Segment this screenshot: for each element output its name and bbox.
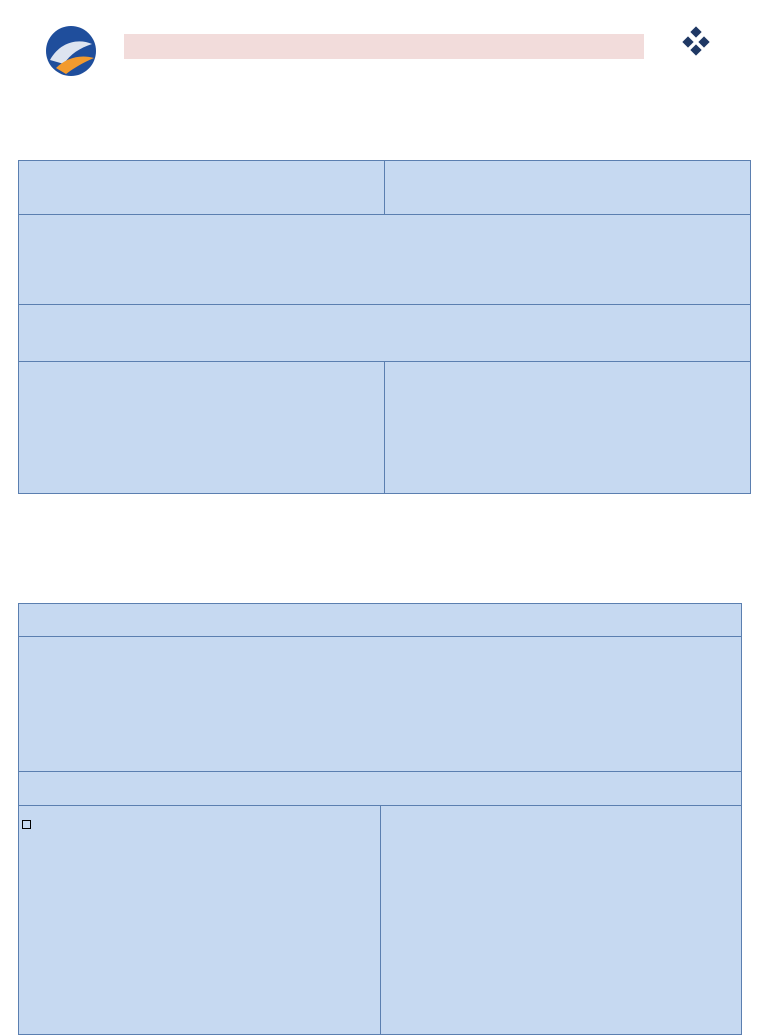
evaluacion-title-cell xyxy=(18,771,742,807)
title-bar xyxy=(124,34,644,59)
red-colegios-logo xyxy=(648,26,744,96)
manoamiga-logo xyxy=(24,24,124,96)
instrumentos-cell xyxy=(18,805,382,1035)
aprendizajes-cell xyxy=(18,361,386,494)
hands-globe-icon xyxy=(36,24,106,84)
evidencias-cell xyxy=(380,805,742,1035)
topicos-cell xyxy=(384,361,751,494)
checkbox-icon xyxy=(22,820,31,829)
indicadores-header-cell xyxy=(18,603,742,638)
indicadores-body-cell xyxy=(18,636,742,773)
competencia-cell xyxy=(18,214,751,306)
ambito-cell xyxy=(384,160,751,216)
diamond-emblem-icon xyxy=(680,26,712,58)
estandar-cell xyxy=(18,304,751,362)
area-curricular-cell xyxy=(18,160,386,216)
